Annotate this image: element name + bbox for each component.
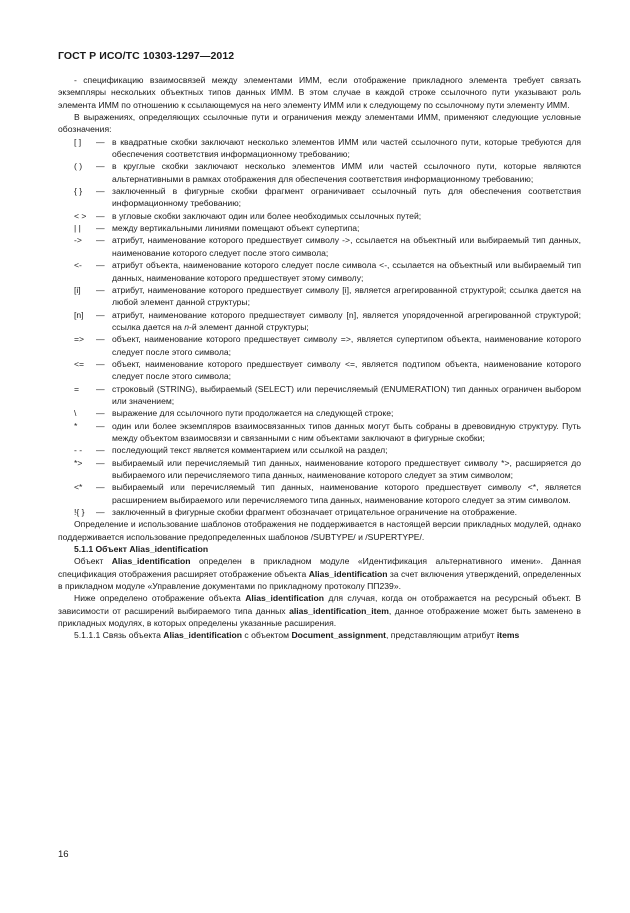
text-run: за счет включения утверждений, определенных в прикладном модуле «Управление документами по прикладному протоколу ПП239». xyxy=(58,568,582,592)
templates-paragraph: Определение и использование шаблонов отображения не поддерживается в настоящей версии прикладных модулей, однако поддерживается использование предопределенных шаблонов /SUBTYPE/ и /SUPERTYPE/. xyxy=(58,519,581,542)
notation-description: заключенный в фигурные скобки фрагмент ограничивает ссылочный путь для обеспечения соответствия информационному требованию; xyxy=(112,186,581,209)
notation-text: -й элемент данной структуры; xyxy=(189,321,309,332)
notation-description: выбираемый или перечисляемый тип данных, наименование которого предшествует символу <*, является расширением выбираемого или перечисляемого типа данных, наименование которого следует за этим символом. xyxy=(112,482,581,505)
notation-symbol: <- xyxy=(74,260,82,271)
notation-dash: — xyxy=(96,136,105,147)
text-run: Объект xyxy=(74,556,112,567)
intro-paragraph: - спецификацию взаимосвязей между элементами ИММ, если отображение прикладного элемента требует связать экземпляры нескольких объектных типов данных ИММ. В этом случае в каждой строке ссылочного пути указывают роль элемента ИММ по отношению к ссылающемуся на него элементу ИММ или к следующему по ссылочному пути элементу ИММ. xyxy=(58,75,581,110)
notation-item xyxy=(58,136,581,161)
section-heading: 5.1.1 Объект Alias_identification xyxy=(74,544,209,555)
notation-description: в квадратные скобки заключают несколько элементов ИММ или частей ссылочного пути, которые требуются для обеспечения соответствия информационному требованию; xyxy=(112,136,581,160)
notation-item xyxy=(58,309,581,334)
notation-description: между вертикальными линиями помещают объект супертипа; xyxy=(112,223,360,234)
text-run: определен в прикладном модуле «Идентификация альтернативного имени». Данная спецификация отображения расширяет отображение объекта xyxy=(58,556,581,579)
notation-symbol: < > xyxy=(74,210,87,221)
notation-item xyxy=(58,444,581,456)
notation-item xyxy=(58,420,581,445)
notation-item xyxy=(58,210,581,222)
notation-symbol: [n] xyxy=(74,309,84,320)
notation-italic-n: n xyxy=(184,321,190,332)
notation-description: объект, наименование которого предшествует символу =>, является супертипом объекта, наименование которого следует после этого символа; xyxy=(112,334,581,357)
notation-list xyxy=(58,136,581,519)
document-header: ГОСТ Р ИСО/ТС 10303-1297—2012 xyxy=(58,50,235,62)
entity-name: alias_identification_item xyxy=(289,605,389,616)
text-run: , данное отображение может быть заменено в прикладных модулях, в которых определены указанные расширения. xyxy=(58,605,581,629)
entity-name: Alias_identification xyxy=(163,630,243,641)
notation-dash: — xyxy=(96,235,105,246)
text-run: для случая, когда он отображается на ресурсный объект. В зависимости от расширений выбираемого типа данных xyxy=(58,593,581,616)
page-number: 16 xyxy=(58,849,69,860)
notation-item xyxy=(58,284,581,309)
notation-symbol: ( ) xyxy=(74,161,83,172)
notation-symbol: | | xyxy=(74,223,81,234)
notation-symbol: [ ] xyxy=(74,136,82,147)
notation-description: выражение для ссылочного пути продолжается на следующей строке; xyxy=(112,408,394,419)
notation-description: строковый (STRING), выбираемый (SELECT) или перечисляемый (ENUMERATION) тип данных ограничен выбором или значением; xyxy=(112,383,581,406)
notation-item xyxy=(58,407,581,419)
notation-item xyxy=(58,185,581,210)
notation-text: атрибут, наименование которого предшествует символу [n], является упорядоченной агрегированной структурой; ссылка дается на xyxy=(112,309,581,332)
notation-description: в круглые скобки заключают несколько элементов ИММ или частей ссылочного пути, которые являются альтернативными в рамках отображения для обеспечения соответствия информационному требованию; xyxy=(112,161,581,184)
notation-dash: — xyxy=(96,284,105,295)
text-run: , представляющим атрибут xyxy=(386,630,497,641)
notation-symbol: *> xyxy=(74,457,83,468)
notation-symbol: <* xyxy=(74,482,83,493)
notation-item xyxy=(58,457,581,482)
notation-dash: — xyxy=(96,482,105,493)
notation-description: один или более экземпляров взаимосвязанных типов данных могут быть собраны в древовидную структуру. Путь между объектом взаимосвязи и связанными с ним объектами заключают в фигурные скобки; xyxy=(112,420,581,443)
notation-description: атрибут объекта, наименование которого следует после символа <-, ссылается на объектный или выбираемый тип данных, наименование которого предшествует этому символу; xyxy=(112,260,581,283)
notation-dash: — xyxy=(96,223,105,234)
notation-dash: — xyxy=(96,358,105,369)
notation-item xyxy=(58,259,581,284)
notation-item xyxy=(58,506,581,518)
text-run: 5.1.1.1 Связь объекта xyxy=(74,630,164,641)
notation-description xyxy=(112,309,581,334)
notation-dash: — xyxy=(96,445,105,456)
notation-description: атрибут, наименование которого предшествует символу ->, ссылается на объектный или выбираемый тип данных, наименование которого следует после этого символа; xyxy=(112,235,581,258)
notation-item xyxy=(58,222,581,234)
notation-dash: — xyxy=(96,186,105,197)
notation-symbol: -> xyxy=(74,235,82,246)
notation-symbol: = xyxy=(74,383,80,394)
notation-item xyxy=(58,160,581,185)
notation-dash: — xyxy=(96,161,105,172)
notation-dash: — xyxy=(96,260,105,271)
notation-item xyxy=(58,333,581,358)
subsection-paragraph xyxy=(58,629,581,641)
notation-dash: — xyxy=(96,420,105,431)
notation-item xyxy=(58,383,581,408)
notation-symbol: => xyxy=(74,334,85,345)
notation-symbol: * xyxy=(74,420,78,431)
notation-symbol: !{ } xyxy=(74,507,85,518)
notation-item xyxy=(58,481,581,506)
section-paragraph-1 xyxy=(58,555,581,592)
section-paragraph-2 xyxy=(58,592,581,629)
entity-name: Document_assignment xyxy=(291,630,387,641)
document-body xyxy=(58,74,581,642)
notation-description: атрибут, наименование которого предшествует символу [i], является агрегированной структурой; ссылка дается на любой элемент данной структуры; xyxy=(112,284,581,308)
text-run: с объектом xyxy=(242,630,292,641)
notation-symbol: \ xyxy=(74,408,77,419)
notation-description: последующий текст является комментарием или ссылкой на раздел; xyxy=(112,445,388,456)
notation-dash: — xyxy=(96,210,105,221)
notation-dash: — xyxy=(96,457,105,468)
text-run: Ниже определено отображение объекта xyxy=(74,593,246,604)
entity-name: Alias_identification xyxy=(245,593,325,604)
notation-description: в угловые скобки заключают один или более необходимых ссылочных путей; xyxy=(112,210,422,221)
notation-description: заключенный в фигурные скобки фрагмент обозначает отрицательное ограничение на отображение. xyxy=(112,507,518,518)
notation-symbol: [i] xyxy=(74,284,81,295)
notation-description: выбираемый или перечисляемый тип данных, наименование которого предшествует символу *>, расширяется до выбираемого или перечисляемого типа данных, наименование которого следует за этим символом; xyxy=(112,457,581,480)
notation-dash: — xyxy=(96,507,105,518)
notation-item xyxy=(58,358,581,383)
notation-symbol: { } xyxy=(74,186,83,197)
notation-symbol: - - xyxy=(74,445,83,456)
entity-name: Alias_identification xyxy=(308,568,388,579)
notation-intro: В выражениях, определяющих ссылочные пути и ограничения между элементами ИММ, применяют следующие условные обозначения: xyxy=(58,112,581,135)
notation-symbol: <= xyxy=(74,358,85,369)
entity-name: Alias_identification xyxy=(111,556,191,567)
attribute-name: items xyxy=(496,630,520,641)
notation-description: объект, наименование которого предшествует символу <=, является подтипом объекта, наименование которого следует после этого символа; xyxy=(112,358,581,382)
notation-dash: — xyxy=(96,309,105,320)
notation-item xyxy=(58,234,581,259)
notation-dash: — xyxy=(96,408,105,419)
notation-dash: — xyxy=(96,334,105,345)
notation-dash: — xyxy=(96,383,105,394)
